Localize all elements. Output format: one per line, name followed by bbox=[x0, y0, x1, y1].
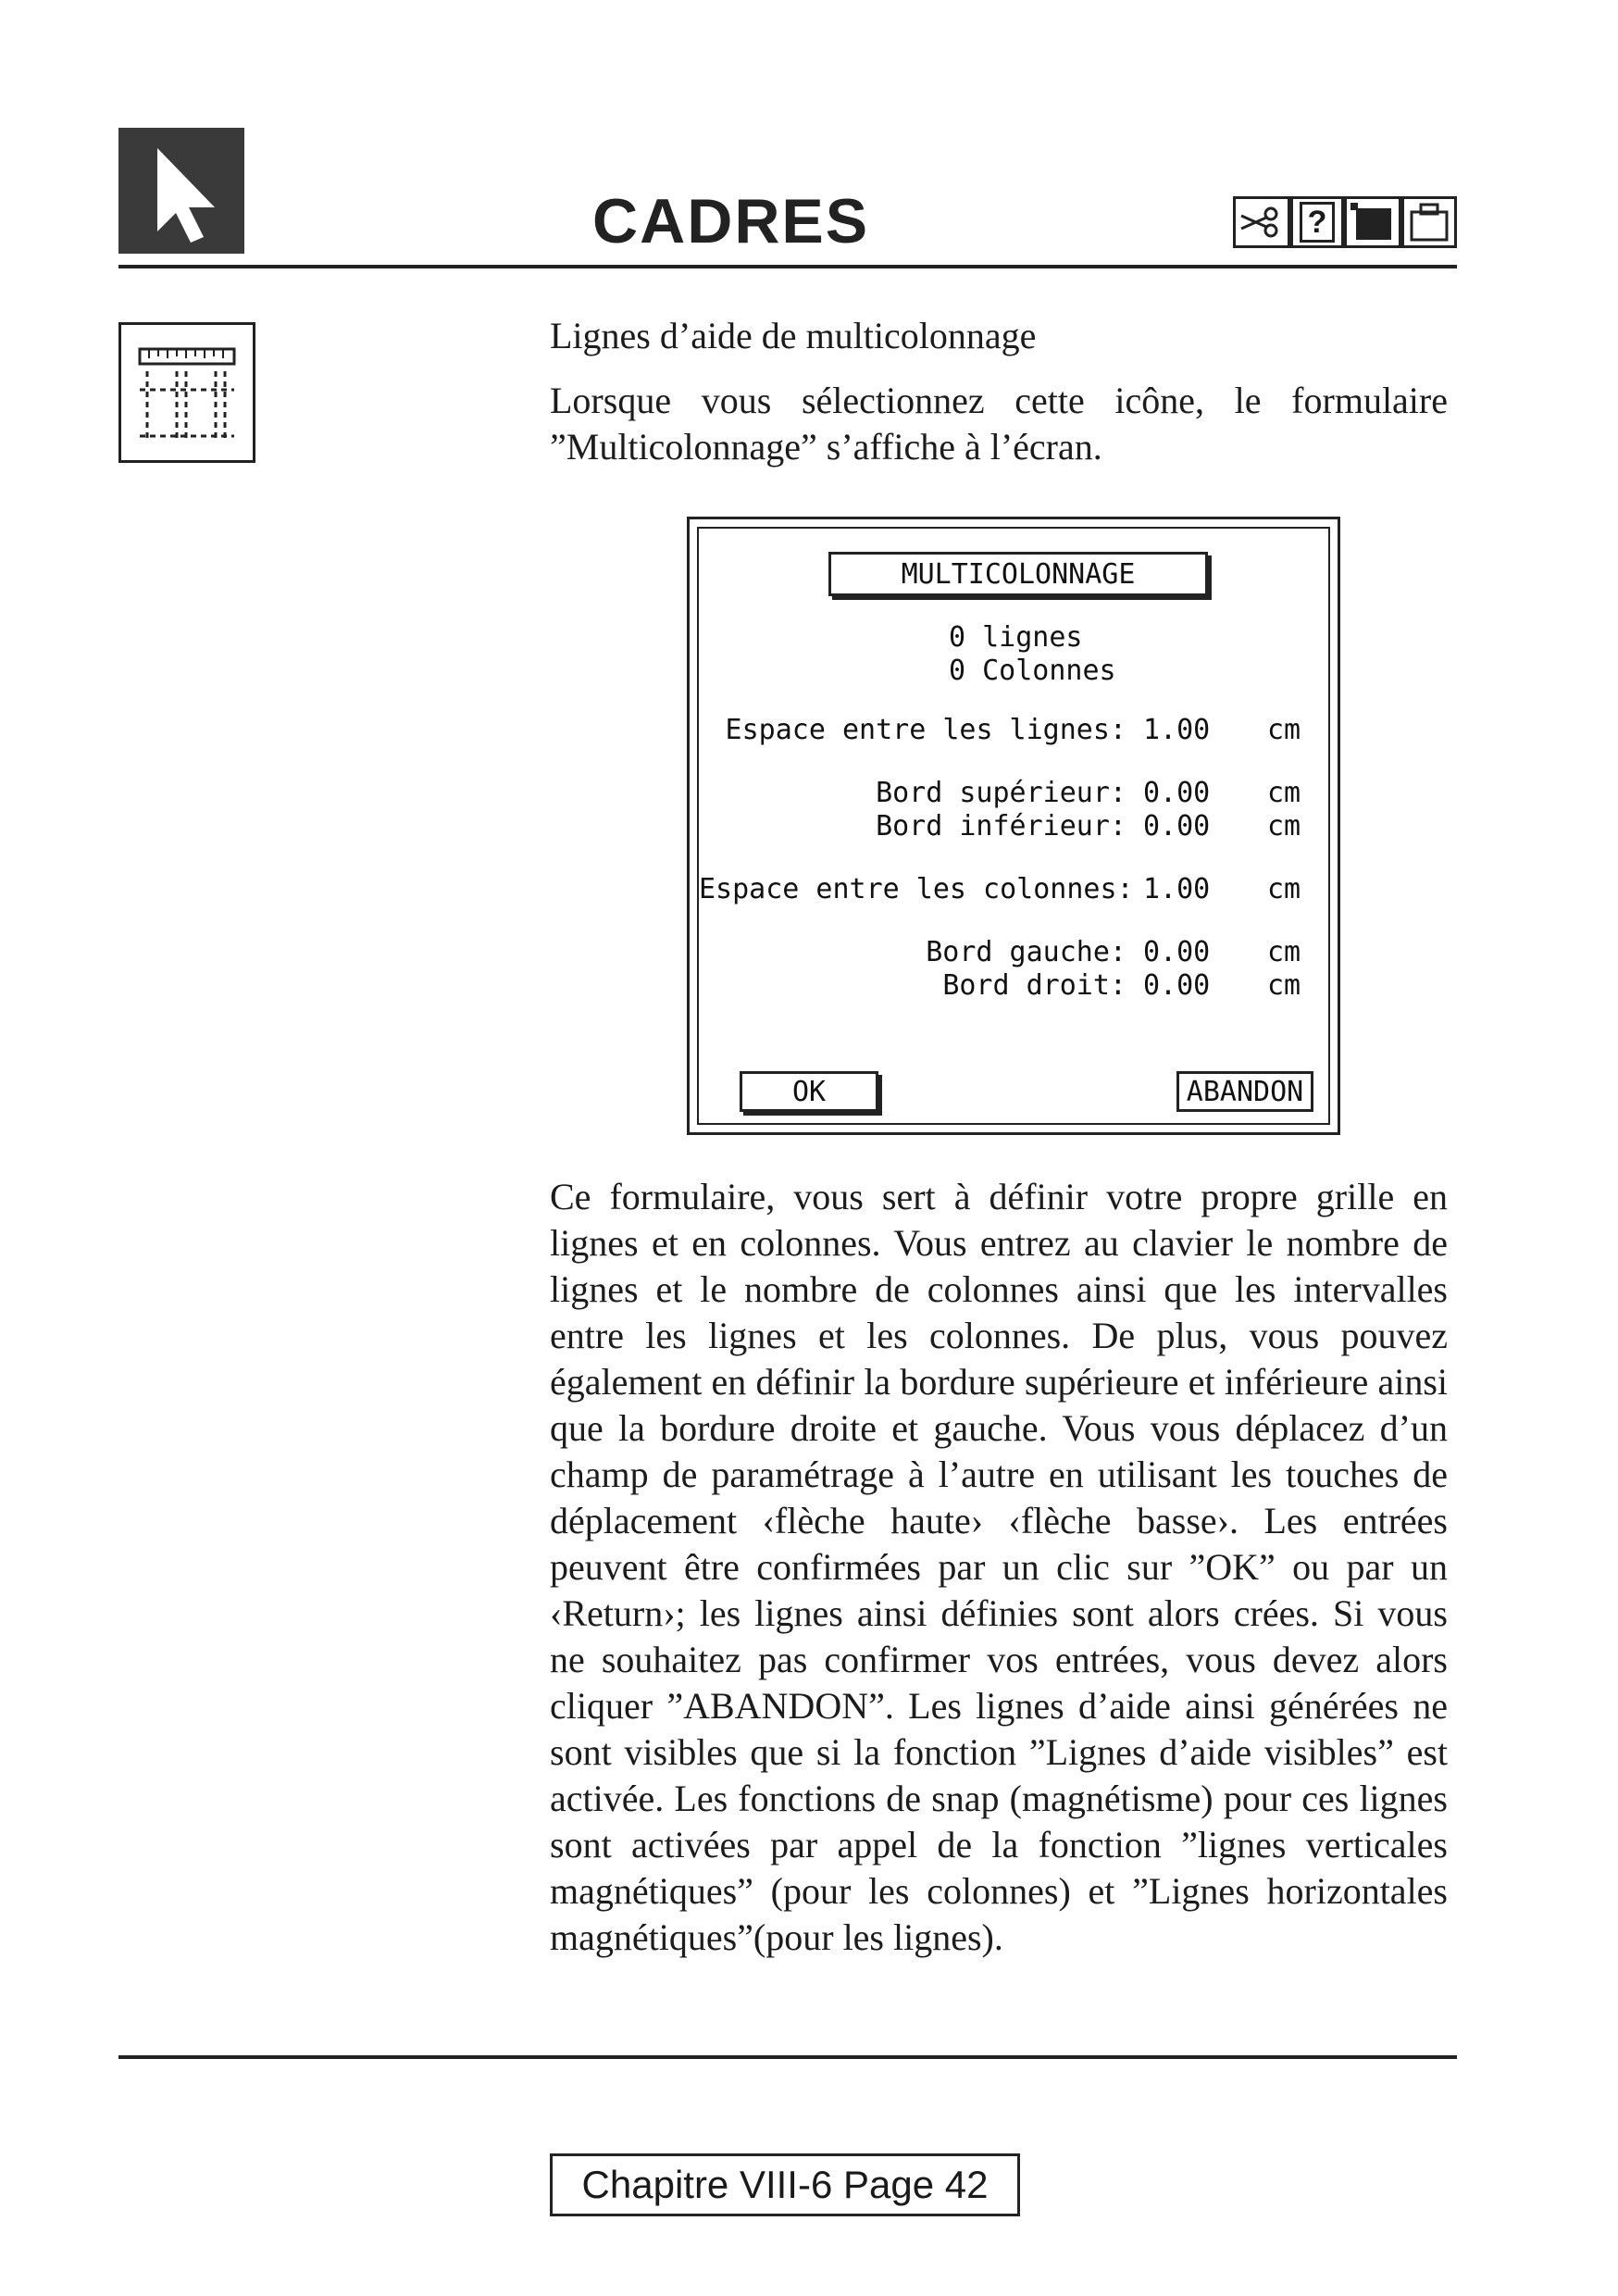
field-unit: cm bbox=[1267, 810, 1301, 842]
arrow-cursor-icon bbox=[118, 128, 244, 254]
help-icon[interactable]: ? bbox=[1290, 196, 1344, 248]
section-heading: Lignes d’aide de multicolonnage bbox=[550, 315, 1037, 356]
body-paragraph: Ce formulaire, vous sert à définir votre propre grille en lignes et en colonnes. Vous entrez au clavier le nombre de lignes et le nombre de colonnes ainsi que les intervalles entre les lignes et les colonnes. De plus, vous pouvez également en définir la bordure supérieure et inférieure ainsi que la bordure droite et gauche. Vous vous déplacez d’un champ de paramétrage à l’autre en utilisant les touches de déplacement ‹flèche haute› ‹flèche basse›. Les entrées peuvent être confirmées par un clic sur ”OK” ou par un ‹Return›; les lignes ainsi définies sont alors crées. Si vous ne souhaitez pas confirmer vos entrées, vous devez alors cliquer ”ABANDON”. Les lignes d’aide ainsi générées ne sont visibles que si la fonction ”Lignes d’aide visibles” est activée. Les fonctions de snap (magnétisme) pour ces lignes sont activées par appel de la fonction ”lignes verticales magnétiques” (pour les colonnes) et ”Lignes horizontales magnétiques”(pour les lignes). bbox=[550, 1176, 1448, 1958]
block-icon[interactable] bbox=[1344, 196, 1401, 248]
field-label-bord-inferieur: Bord inférieur: bbox=[876, 810, 1126, 842]
footer-divider bbox=[118, 2055, 1457, 2059]
field-value-bord-gauche[interactable]: 0.00 bbox=[1143, 936, 1211, 968]
field-label-bord-droit: Bord droit: bbox=[942, 969, 1126, 1002]
clipboard-icon[interactable] bbox=[1401, 196, 1457, 248]
field-value-espace-colonnes[interactable]: 1.00 bbox=[1143, 873, 1211, 905]
abandon-button[interactable]: ABANDON bbox=[1176, 1071, 1313, 1112]
field-value-bord-inferieur[interactable]: 0.00 bbox=[1143, 810, 1211, 842]
intro-paragraph: Lorsque vous sélectionnez cette icône, le formulaire ”Multicolonnage” s’affiche à l’écran. bbox=[550, 380, 1448, 468]
field-label-espace-lignes: Espace entre les lignes: bbox=[725, 714, 1126, 746]
page-title: CADRES bbox=[592, 186, 870, 256]
field-unit: cm bbox=[1267, 714, 1301, 746]
colonnes-count[interactable]: 0 Colonnes bbox=[949, 655, 1116, 687]
header-divider bbox=[118, 265, 1457, 268]
dialog-frame bbox=[697, 527, 1330, 1125]
field-unit: cm bbox=[1267, 873, 1301, 905]
dialog-title: MULTICOLONNAGE bbox=[828, 552, 1208, 596]
multicolumn-grid-icon bbox=[118, 322, 255, 463]
scissors-icon[interactable] bbox=[1233, 196, 1290, 248]
field-label-espace-colonnes: Espace entre les colonnes: bbox=[699, 873, 1134, 905]
page-number: Chapitre VIII-6 Page 42 bbox=[550, 2153, 1020, 2216]
field-value-espace-lignes[interactable]: 1.00 bbox=[1143, 714, 1211, 746]
ok-button[interactable]: OK bbox=[740, 1071, 878, 1112]
toolbar-icons bbox=[1233, 196, 1457, 252]
field-label-bord-superieur: Bord supérieur: bbox=[876, 777, 1126, 809]
field-label-bord-gauche: Bord gauche: bbox=[926, 936, 1126, 968]
multicolonnage-dialog bbox=[687, 517, 1340, 1135]
field-unit: cm bbox=[1267, 969, 1301, 1002]
field-unit: cm bbox=[1267, 777, 1301, 809]
field-value-bord-superieur[interactable]: 0.00 bbox=[1143, 777, 1211, 809]
field-value-bord-droit[interactable]: 0.00 bbox=[1143, 969, 1211, 1002]
field-unit: cm bbox=[1267, 936, 1301, 968]
lignes-count[interactable]: 0 lignes bbox=[949, 621, 1083, 654]
